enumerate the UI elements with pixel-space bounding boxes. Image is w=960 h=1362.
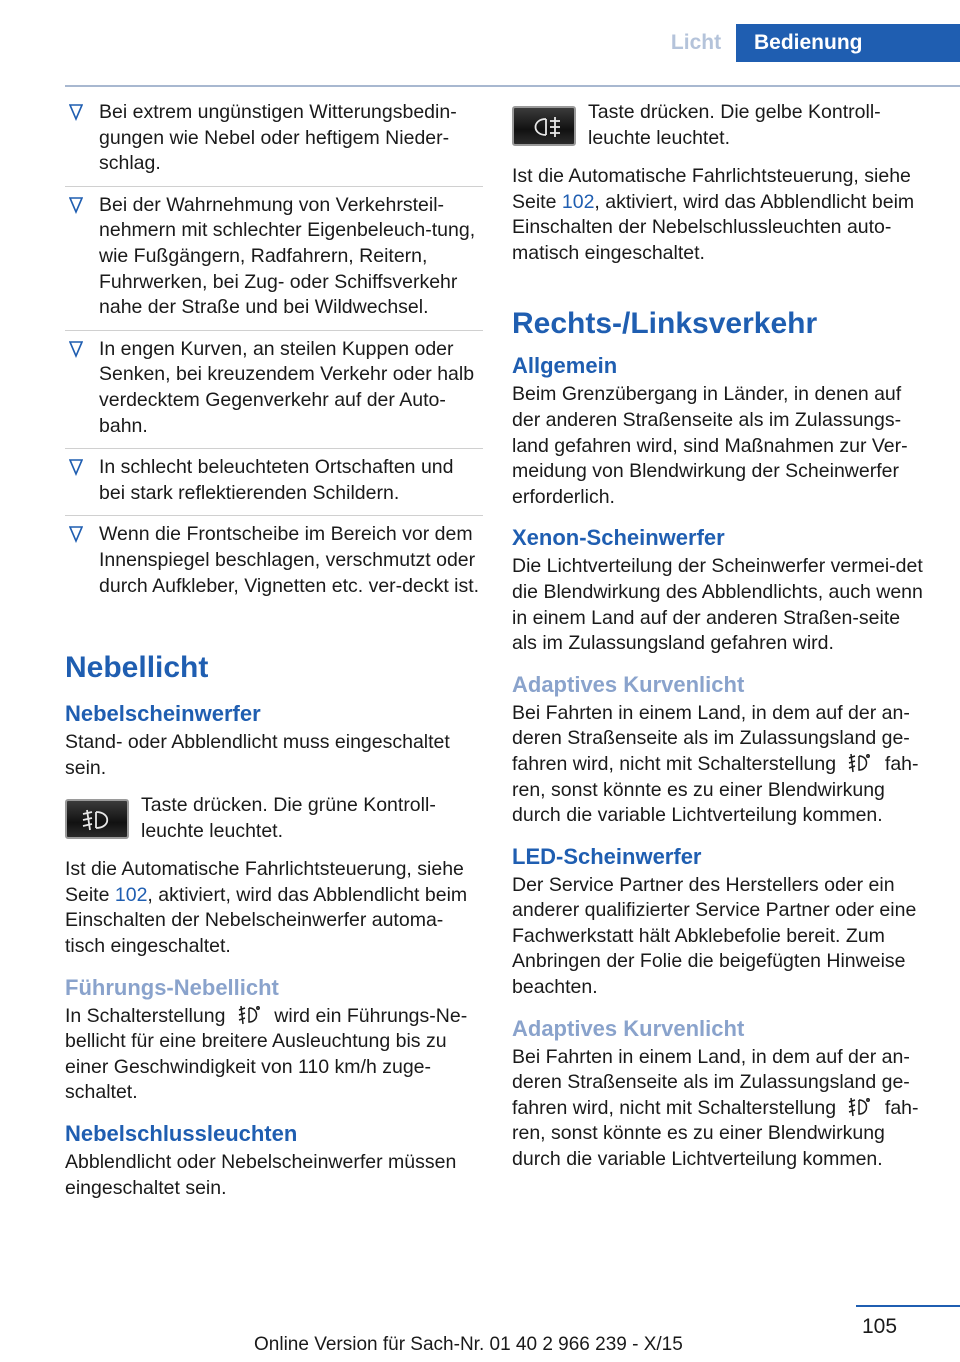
right-column	[512, 100, 930, 1173]
triangle-bullet-icon	[69, 525, 83, 543]
paragraph-text: wird ein Führungs-Ne-bellicht für eine breitere Ausleuchtung bis zu einer Geschwindigkeit von 110 km/h zuge-schaltet.	[65, 1004, 468, 1104]
footer-divider	[856, 1305, 960, 1307]
heading-nebellicht: Nebellicht	[65, 651, 209, 685]
subheading-adaptives-kurvenlicht-2: Adaptives Kurvenlicht	[512, 1015, 745, 1041]
paragraph-text: Bei Fahrten in einem Land, in dem auf der an-deren Straßenseite als im Zulassungsland ge-fahren wird, nicht mit Schalterstellung	[512, 701, 910, 775]
page-header	[0, 24, 960, 62]
list-item	[65, 100, 483, 187]
rear-fog-light-icon	[528, 116, 562, 138]
paragraph-text: Ist die Automatische Fahrlichtsteuerung, siehe Seite	[65, 858, 464, 906]
list-item	[65, 455, 483, 516]
subheading-allgemein: Allgemein	[512, 353, 618, 379]
page-number: 105	[862, 1315, 898, 1338]
button-instruction	[512, 100, 930, 152]
triangle-bullet-icon	[69, 103, 83, 121]
subheading-fuehrungs-nebellicht: Führungs-Nebellicht	[65, 974, 279, 1000]
list-item	[65, 522, 483, 608]
page-link[interactable]: 102	[114, 883, 148, 906]
paragraph-text: Bei Fahrten in einem Land, in dem auf der an-deren Straßenseite als im Zulassungsland ge-fahren wird, nicht mit Schalterstellung	[512, 1045, 910, 1119]
subheading-xenon-scheinwerfer: Xenon-Scheinwerfer	[512, 525, 725, 551]
triangle-bullet-icon	[69, 458, 83, 476]
left-column	[65, 100, 483, 1201]
paragraph-text: , aktiviert, wird das Abblendlicht beim Einschalten der Nebelschlussleuchten auto-matisch eingeschaltet.	[512, 190, 915, 264]
button-instruction-text: Taste drücken. Die grüne Kontroll-leuchte leuchtet.	[141, 794, 436, 842]
heading-rechts-linksverkehr: Rechts-/Linksverkehr	[512, 307, 818, 341]
paragraph-text: fah-ren, sonst könnte es zu einer Blendwirkung durch die variable Lichtverteilung kommen.	[512, 1096, 919, 1171]
paragraph-text: fah-ren, sonst könnte es zu einer Blendwirkung durch die variable Lichtverteilung kommen.	[512, 752, 919, 827]
list-item-text: In engen Kurven, an steilen Kuppen oder Senken, bei kreuzendem Verkehr oder halb verdecktem Gegenverkehr auf der Auto-bahn.	[99, 337, 475, 437]
button-instruction-text: Taste drücken. Die gelbe Kontroll-leuchte leuchtet.	[588, 101, 881, 149]
front-fog-light-icon	[81, 809, 115, 831]
fog-light-switch-icon	[231, 1004, 269, 1026]
chapter-tab-bedienung: Bedienung	[736, 24, 960, 62]
section-tab-licht: Licht	[670, 31, 722, 54]
rear-fog-light-button-image	[512, 106, 576, 146]
list-item-text: Bei der Wahrnehmung von Verkehrsteil-nehmern mit schlechter Eigenbeleuch-tung, wie Fußgängern, Radfahrern, Reitern, Fuhrwerken, bei Zug- oder Schiffsverkehr nahe der Straße und bei Wildwechsel.	[99, 193, 476, 319]
fog-light-switch-icon	[841, 1096, 879, 1118]
paragraph: Beim Grenzübergang in Länder, in denen auf der anderen Straßenseite als im Zulassungs-land gefahren wird, sind Maßnahmen zur Ver-meidung von Blendwirkung der Scheinwerfer erforderlich.	[512, 383, 908, 508]
paragraph: Abblendlicht oder Nebelscheinwerfer müssen eingeschaltet sein.	[65, 1151, 457, 1199]
subheading-nebelscheinwerfer: Nebelscheinwerfer	[65, 701, 261, 727]
header-divider	[65, 85, 960, 87]
paragraph	[65, 1004, 483, 1106]
online-version-note: Online Version für Sach-Nr. 01 40 2 966 239 - X/15	[254, 1334, 683, 1355]
list-item	[65, 193, 483, 331]
list-item-text: In schlecht beleuchteten Ortschaften und bei stark reflektierenden Schildern.	[99, 456, 454, 504]
list-item-text: Bei extrem ungünstigen Witterungsbedin-gungen wie Nebel oder heftigem Nieder-schlag.	[99, 101, 457, 175]
paragraph	[512, 701, 930, 829]
triangle-bullet-icon	[69, 196, 83, 214]
paragraph-text: Ist die Automatische Fahrlichtsteuerung, siehe Seite	[512, 165, 911, 213]
fog-light-button-image	[65, 799, 129, 839]
paragraph-text: In Schalterstellung	[65, 1004, 231, 1027]
subheading-adaptives-kurvenlicht: Adaptives Kurvenlicht	[512, 671, 745, 697]
paragraph: Die Lichtverteilung der Scheinwerfer vermei-det die Blendwirkung des Abblendlichts, auch wenn in einem Land auf der anderen Straßen-seite als im Zulassungsland gefahren wird.	[512, 555, 923, 655]
fog-light-switch-icon	[841, 752, 879, 774]
subheading-led-scheinwerfer: LED-Scheinwerfer	[512, 843, 702, 869]
paragraph-text: , aktiviert, wird das Abblendlicht beim Einschalten der Nebelscheinwerfer automa-tisch eingeschaltet.	[65, 883, 468, 958]
conditions-list	[65, 100, 483, 608]
paragraph	[65, 857, 483, 959]
paragraph	[512, 1045, 930, 1173]
paragraph: Stand- oder Abblendlicht muss eingeschaltet sein.	[65, 731, 450, 779]
page-link[interactable]: 102	[561, 190, 595, 213]
list-item-text: Wenn die Frontscheibe im Bereich vor dem Innenspiegel beschlagen, verschmutzt oder durch Aufkleber, Vignetten etc. ver-deckt ist.	[99, 523, 480, 597]
triangle-bullet-icon	[69, 340, 83, 358]
paragraph	[512, 164, 930, 266]
subheading-nebelschlussleuchten: Nebelschlussleuchten	[65, 1121, 298, 1147]
button-instruction	[65, 793, 483, 845]
list-item	[65, 337, 483, 449]
paragraph: Der Service Partner des Herstellers oder ein anderer qualifizierter Service Partner oder eine Fachwerkstatt hält Abklebefolie bereit. Zum Anbringen der Folie die beigefügten Hinweise beachten.	[512, 873, 917, 999]
